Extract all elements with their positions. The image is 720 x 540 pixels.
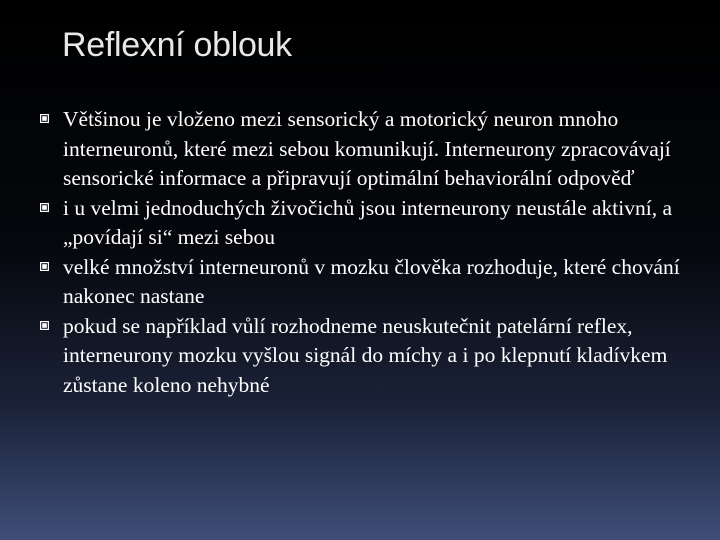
bullet-text: velké množství interneuronů v mozku člověka rozhoduje, které chování nakonec nastane xyxy=(63,254,680,308)
square-bullet-icon xyxy=(40,321,49,330)
bullet-list xyxy=(40,105,715,400)
bullet-text: pokud se například vůlí rozhodneme neuskutečnit patelární reflex, interneurony mozku vyšlou signál do míchy a i po klepnutí kladívkem zůstane koleno nehybné xyxy=(63,313,668,397)
square-bullet-icon xyxy=(40,203,49,212)
bullet-text: i u velmi jednoduchých živočichů jsou interneurony neustále aktivní, a „povídají si“ mezi sebou xyxy=(63,195,673,249)
bullet-text: Většinou je vloženo mezi sensorický a motorický neuron mnoho interneuronů, které mezi sebou komunikují. Interneurony zpracovávají sensorické informace a připravují optimální behaviorální odpověď xyxy=(63,107,671,190)
bullet-item xyxy=(40,105,715,194)
slide-title: Reflexní oblouk xyxy=(62,26,292,64)
square-bullet-icon xyxy=(40,262,49,271)
bullet-item xyxy=(40,253,715,312)
bullet-item xyxy=(40,194,715,253)
square-bullet-icon xyxy=(40,114,49,123)
bullet-item xyxy=(40,312,715,401)
